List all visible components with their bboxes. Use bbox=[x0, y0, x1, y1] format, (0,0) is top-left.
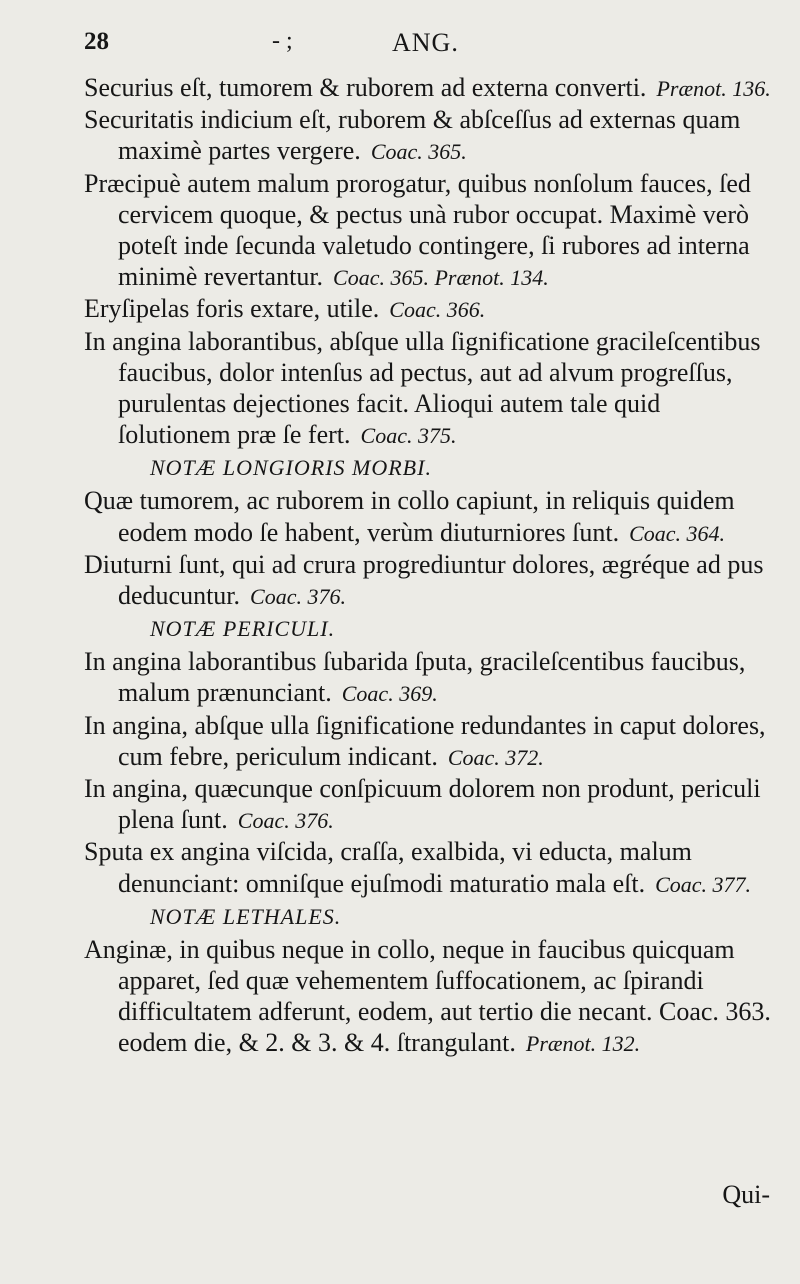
citation: Coac. 365. Prænot. 134. bbox=[333, 265, 549, 291]
page-number: 28 bbox=[84, 28, 109, 55]
entry-10: In angina, quæcunque conſpicuum dolorem non produnt, periculi plena ſunt. Coac. 376. bbox=[84, 774, 761, 835]
header-mark: - ; bbox=[272, 28, 293, 54]
entry-1: Securius eſt, tumorem & ruborem ad externa converti. Prænot. 136. bbox=[84, 73, 771, 102]
entry-9: In angina, abſque ulla ſignificatione redundantes in caput dolores, cum febre, periculum indicant. Coac. 372. bbox=[84, 710, 766, 771]
entry-11: Sputa ex angina viſcida, craſſa, exalbida, vi educta, malum denunciant: omniſque ejuſmodi maturatio mala eſt. Coac. 377. bbox=[84, 837, 752, 898]
entry-3: Præcipuè autem malum prorogatur, quibus nonſolum fauces, ſed cervicem quoque, & pectus unà rubor occupat. Maximè verò poteſt inde ſecunda valetudo contingere, ſi rubores ad interna minimè revertantur. Coac. 365. Prænot. 134. bbox=[84, 168, 751, 292]
running-head: ANG. bbox=[392, 28, 459, 57]
citation: Coac. 364. bbox=[629, 520, 726, 546]
entry-7: Diuturni ſunt, qui ad crura progrediuntur dolores, ægréque ad pus deducuntur. Coac. 376. bbox=[84, 549, 764, 611]
citation: Prænot. 136. bbox=[656, 76, 771, 101]
entry-8: In angina laborantibus ſubarida ſputa, gracileſcentibus faucibus, malum prænunciant. Coac. 369. bbox=[84, 647, 746, 708]
section-heading-lethales: NOTÆ LETHALES. bbox=[150, 903, 342, 929]
citation: Coac. 375. bbox=[360, 423, 457, 449]
entry-6: Quæ tumorem, ac ruborem in collo capiunt, in reliquis quidem eodem modo ſe habent, verùm diuturniores ſunt. Coac. 364. bbox=[84, 486, 735, 547]
catchword: Qui- bbox=[722, 1180, 770, 1209]
citation: Coac. 377. bbox=[655, 871, 752, 897]
citation: Coac. 376. bbox=[237, 808, 334, 834]
page-body bbox=[84, 72, 774, 1060]
citation: Coac. 365. bbox=[370, 139, 467, 165]
citation: Prænot. 132. bbox=[525, 1031, 641, 1057]
page-header bbox=[0, 28, 800, 64]
entry-12: Anginæ, in quibus neque in collo, neque in faucibus quicquam apparet, ſed quæ vehementem ſuffocationem, ac ſpirandi difficultatem adferunt, eodem, aut tertio die necant. Coac. 363. eodem die, & 2. & 3. & 4. ſtrangulant. Prænot. 132. bbox=[84, 934, 771, 1058]
section-heading-periculi: NOTÆ PERICULI. bbox=[150, 616, 336, 642]
entry-4: Eryſipelas foris extare, utile. Coac. 366. bbox=[84, 294, 486, 324]
entry-2: Securitatis indicium eſt, ruborem & abſceſſus ad externas quam maximè partes vergere. Coac. 365. bbox=[84, 105, 741, 166]
section-heading-longioris: NOTÆ LONGIORIS MORBI. bbox=[150, 455, 432, 481]
citation: Coac. 372. bbox=[447, 744, 544, 770]
citation: Coac. 366. bbox=[389, 297, 486, 323]
citation: Coac. 369. bbox=[341, 681, 438, 707]
citation: Coac. 376. bbox=[250, 584, 346, 610]
entry-5: In angina laborantibus, abſque ulla ſignificatione gracileſcentibus faucibus, dolor intenſus ad pectus, aut ad alvum progreſſus, purulentas dejectiones facit. Alioqui autem tale quid ſolutionem præ ſe fert. Coac. 375. bbox=[84, 326, 761, 450]
